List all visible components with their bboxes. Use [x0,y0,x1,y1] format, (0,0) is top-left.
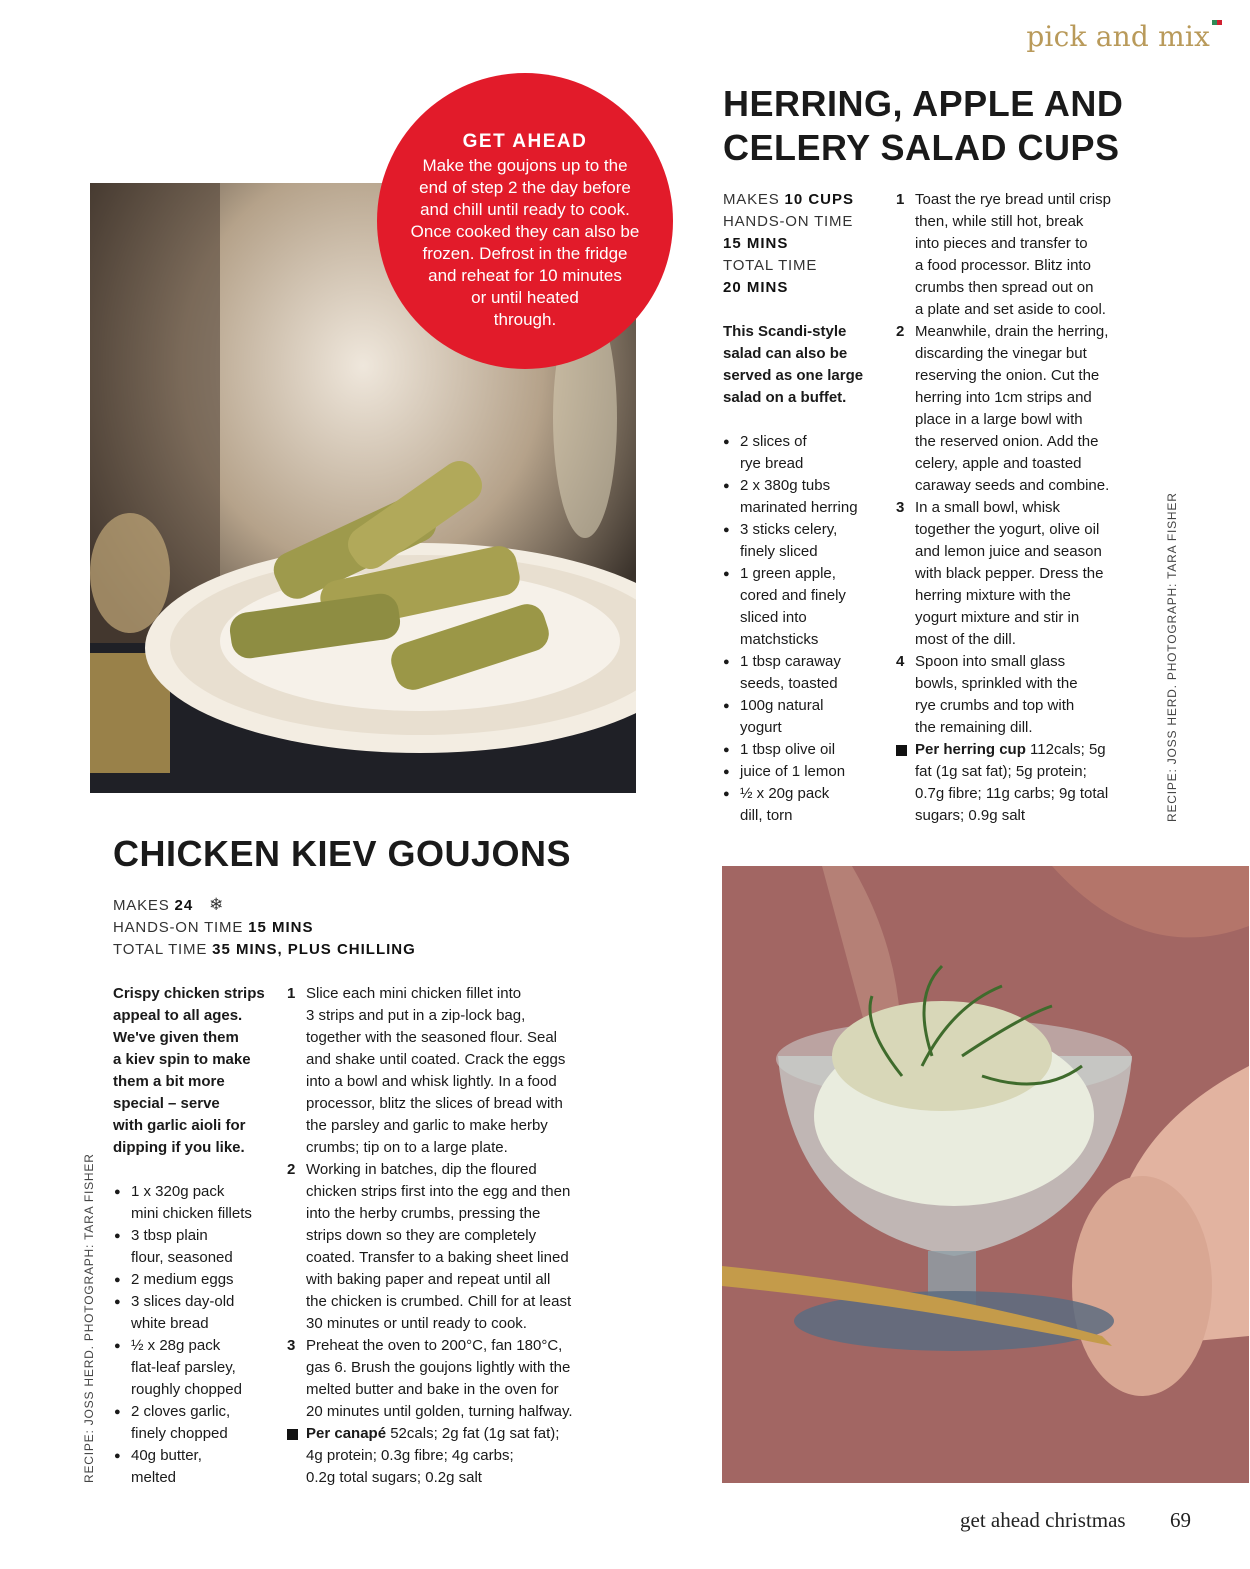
get-ahead-line: through. [493,310,557,329]
salad-cup-photo [722,866,1249,1483]
ingredient-item: ● 2 slices of rye bread [723,431,893,475]
ingredient-item: ● 1 green apple, cored and finely sliced into matchsticks [723,563,893,651]
herring-title-line: CELERY SALAD CUPS [723,127,1120,168]
kiev-title: CHICKEN KIEV GOUJONS [113,833,572,874]
nutrition-square-icon [896,745,907,756]
herring-total-label: TOTAL TIME [723,257,818,274]
section-title [1026,20,1222,53]
kiev-makes [113,894,613,917]
step-number: 4 [896,653,905,670]
ingredient-item: ● 1 x 320g pack mini chicken fillets [114,1181,284,1225]
herring-handson-label: HANDS-ON TIME [723,213,854,230]
ingredient-item: ● 1 tbsp olive oil [723,739,893,761]
herring-ingredients [723,431,893,827]
ingredient-item: ● ½ x 28g pack flat-leaf parsley, roughly chopped [114,1335,284,1401]
ingredient-item: ● 3 tbsp plain flour, seasoned [114,1225,284,1269]
herring-handson-value: 15 MINS [723,235,789,252]
intro-line: This Scandi-style [723,323,847,340]
step-number: 1 [896,191,905,208]
kiev-meta [113,894,613,961]
ingredient-item: ● 1 tbsp caraway seeds, toasted [723,651,893,695]
kiev-total: TOTAL TIME 35 MINS, PLUS CHILLING [113,941,416,958]
method-step: 3 In a small bowl, whisk together the yogurt, olive oil and lemon juice and season with black pepper. Dress the herring mixture with the yogurt mixture and stir in most of the dill. [896,499,1104,648]
ingredient-item: ● 100g natural yogurt [723,695,893,739]
ingredient-item: ● 3 slices day-old white bread [114,1291,284,1335]
get-ahead-line: frozen. Defrost in the fridge [422,244,628,263]
salad-cup-illustration [722,866,1249,1483]
ingredient-item: ● 40g butter, melted [114,1445,284,1489]
get-ahead-line: and reheat for 10 minutes [428,266,622,285]
herring-intro [723,321,893,409]
get-ahead-text [377,155,673,331]
get-ahead-title: GET AHEAD [462,131,588,152]
herring-makes [723,189,893,211]
step-number: 3 [896,499,905,516]
herring-steps [896,189,1151,827]
herring-meta [723,189,893,299]
herring-title [723,82,1223,170]
kiev-steps [287,983,627,1489]
makes-label: MAKES [113,897,170,914]
get-ahead-badge [377,73,673,369]
get-ahead-line: or until heated [471,288,579,307]
page-number: 69 [1170,1508,1191,1532]
snowflake-icon: ❄ [209,895,225,914]
step-number: 2 [896,323,905,340]
ingredient-item: ● juice of 1 lemon [723,761,893,783]
intro-line: served as one large [723,367,864,384]
nutrition: Per canapé 52cals; 2g fat (1g sat fat); 4g protein; 0.3g fibre; 4g carbs; 0.2g total sugars; 0.2g salt [287,1423,627,1489]
nutrition-label: Per herring cup [915,741,1026,758]
get-ahead-line: Once cooked they can also be [410,222,640,241]
herring-title-line: HERRING, APPLE AND [723,83,1124,124]
intro-line: salad on a buffet. [723,389,847,406]
nutrition-label: Per canapé [306,1425,387,1442]
footer-title: get ahead christmas [960,1508,1126,1532]
nutrition: Per herring cup 112cals; 5g fat (1g sat fat); 5g protein; 0.7g fibre; 11g carbs; 9g total sugars; 0.9g salt [896,739,1151,827]
herring-total-value: 20 MINS [723,279,789,296]
ingredient-item: ● 2 x 380g tubs marinated herring [723,475,893,519]
method-step: 3 Preheat the oven to 200°C, fan 180°C, gas 6. Brush the goujons lightly with the melted butter and bake in the oven for 20 minutes until golden, turning halfway. [287,1337,573,1420]
method-step: 4 Spoon into small glass bowls, sprinkled with the rye crumbs and top with the remaining dill. [896,653,1078,736]
method-step: 1 Toast the rye bread until crisp then, while still hot, break into pieces and transfer to a food processor. Blitz into crumbs then spread out on a plate and set aside to cool. [896,191,1111,318]
get-ahead-line: Make the goujons up to the [422,156,628,175]
get-ahead-line: end of step 2 the day before [419,178,631,197]
kiev-handson: HANDS-ON TIME 15 MINS [113,919,314,936]
intro-line: salad can also be [723,345,848,362]
kiev-credit: RECIPE: JOSS HERD. PHOTOGRAPH: TARA FISHER [82,1153,96,1483]
decor-dot-red [1217,20,1222,25]
nutrition-square-icon [287,1429,298,1440]
ingredient-item: ● 3 sticks celery, finely sliced [723,519,893,563]
method-step: 2 Meanwhile, drain the herring, discarding the vinegar but reserving the onion. Cut the herring into 1cm strips and place in a large bowl with the reserved onion. Add the celery, apple and toasted caraway seeds and combine. [896,323,1110,494]
kiev-ingredients [114,1181,284,1489]
kiev-intro: Crispy chicken strips appeal to all ages. We've given them a kiev spin to make them a bit more special – serve with garlic aioli for dipping if you like. [113,985,265,1156]
method-step: 1 Slice each mini chicken fillet into 3 strips and put in a zip-lock bag, together with the seasoned flour. Seal and shake until coated. Crack the eggs into a bowl and whisk lightly. In a food processor, blitz the slices of bread with the parsley and garlic to make herby crumbs; tip on to a large plate. [287,985,566,1156]
section-title-text: pick and mix [1026,20,1210,53]
ingredient-item: ● 2 medium eggs [114,1269,284,1291]
step-number: 1 [287,985,296,1002]
step-number: 3 [287,1337,296,1354]
ingredient-item: ● 2 cloves garlic, finely chopped [114,1401,284,1445]
method-step: 2 Working in batches, dip the floured chicken strips first into the egg and then into the herby crumbs, pressing the strips down so they are completely coated. Transfer to a baking sheet lined with baking paper and repeat until all the chicken is crumbed. Chill for at least 30 minutes or until ready to cook. [287,1161,572,1332]
herring-credit: RECIPE: JOSS HERD. PHOTOGRAPH: TARA FISHER [1165,492,1179,822]
ingredient-item: ● ½ x 20g pack dill, torn [723,783,893,827]
makes-value: 10 CUPS [784,191,855,208]
makes-value: 24 [174,897,194,914]
step-number: 2 [287,1161,296,1178]
makes-label: MAKES [723,191,780,208]
get-ahead-line: and chill until ready to cook. [420,200,630,219]
